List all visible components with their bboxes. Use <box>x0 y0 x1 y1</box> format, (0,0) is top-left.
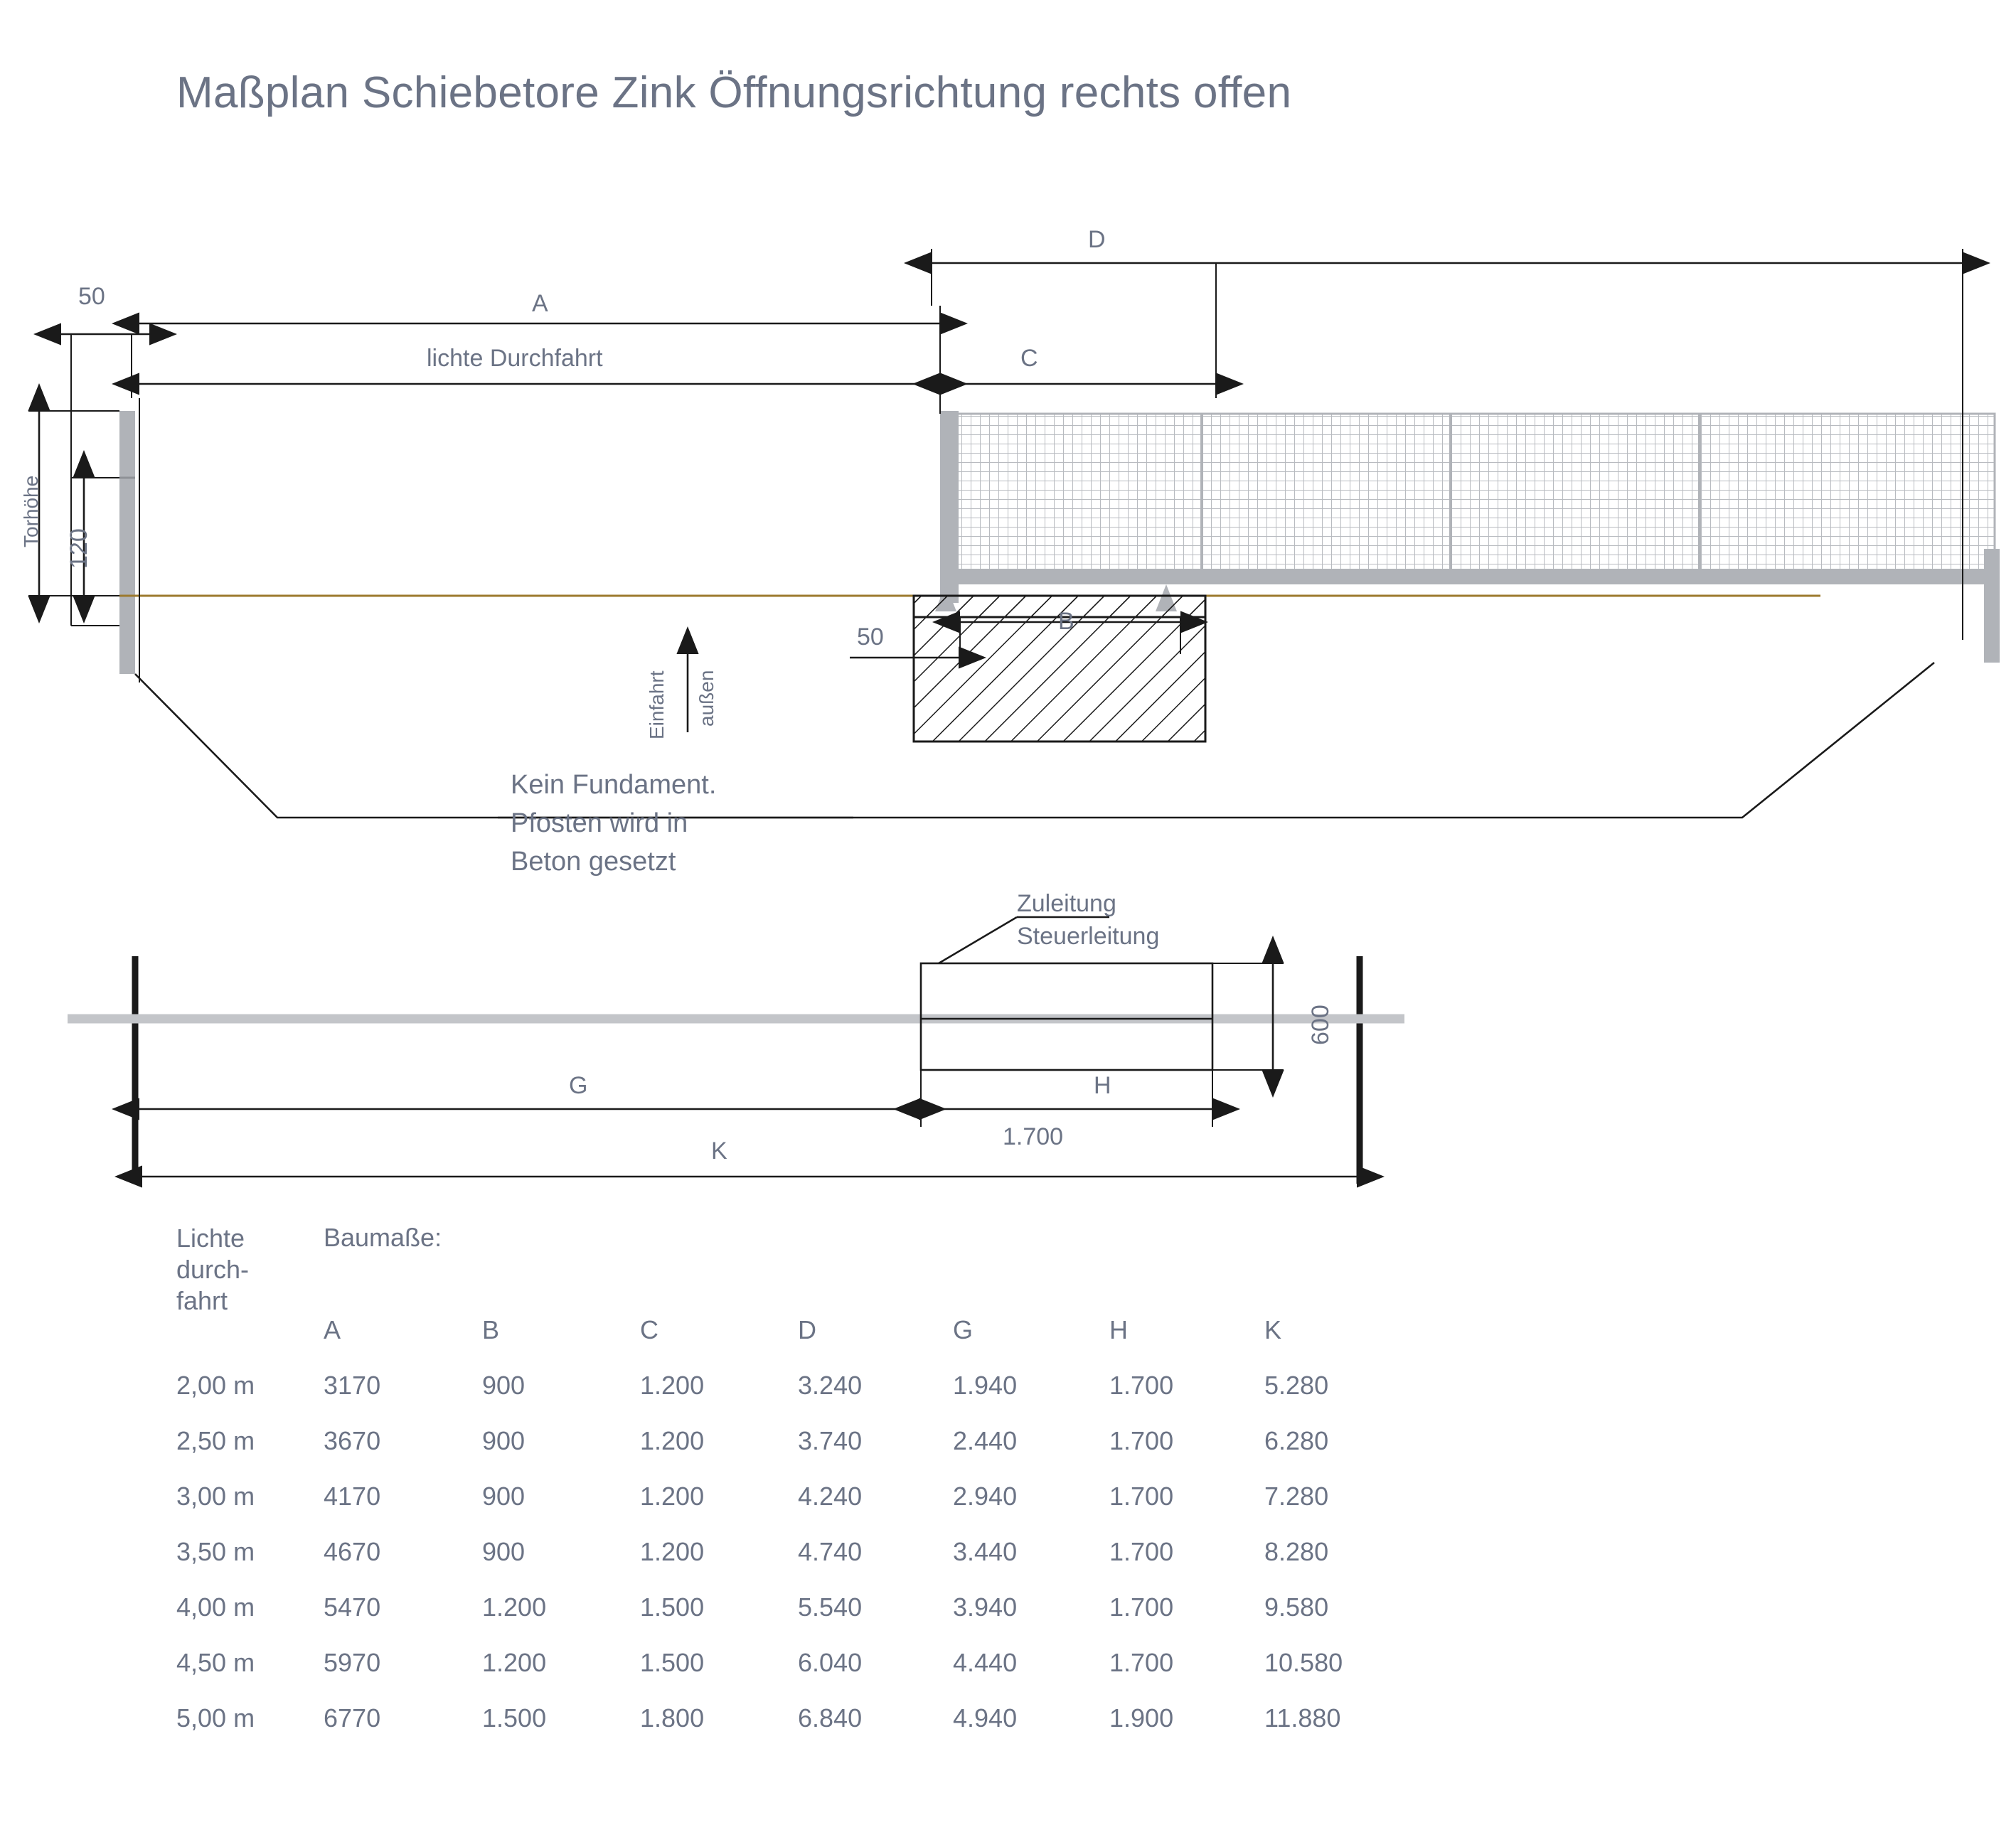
cell-C: 1.200 <box>640 1537 705 1566</box>
cell-H: 1.900 <box>1109 1703 1174 1733</box>
dim-lichte-durchfahrt-label: lichte Durchfahrt <box>427 345 603 372</box>
cell-lichte: 5,00 m <box>176 1703 255 1733</box>
cell-D: 4.240 <box>798 1482 863 1511</box>
cell-lichte: 4,00 m <box>176 1592 255 1622</box>
cell-K: 10.580 <box>1264 1648 1343 1677</box>
foundation-note-line3: Beton gesetzt <box>511 847 676 877</box>
table-col-H: H <box>1109 1315 1128 1344</box>
table-col-C: C <box>640 1315 658 1344</box>
torhoehe-label: Torhöhe <box>20 475 42 547</box>
cell-C: 1.200 <box>640 1426 705 1455</box>
cell-K: 6.280 <box>1264 1426 1329 1455</box>
dim-A-label: A <box>532 290 548 317</box>
table-header-baumasse: Baumaße: <box>324 1223 442 1252</box>
cell-H: 1.700 <box>1109 1482 1174 1511</box>
dim-H-label: H <box>1094 1072 1111 1099</box>
cell-G: 4.440 <box>953 1648 1018 1677</box>
cell-A: 5470 <box>324 1592 381 1622</box>
cell-H: 1.700 <box>1109 1648 1174 1677</box>
cell-C: 1.500 <box>640 1648 705 1677</box>
dim-D-label: D <box>1088 226 1106 253</box>
cell-G: 1.940 <box>953 1371 1018 1400</box>
cell-D: 5.540 <box>798 1592 863 1622</box>
aussen-label: außen <box>695 670 718 727</box>
dim-C-label: C <box>1020 345 1038 372</box>
cell-A: 5970 <box>324 1648 381 1677</box>
cell-lichte: 4,50 m <box>176 1648 255 1677</box>
table-header-lichte-line2: durch- <box>176 1254 250 1284</box>
cell-G: 3.940 <box>953 1592 1018 1622</box>
dim-50-left-label: 50 <box>78 283 105 310</box>
dim-600-label: 600 <box>1307 1005 1334 1045</box>
cell-lichte: 3,50 m <box>176 1537 255 1566</box>
dim-120-label: 120 <box>65 528 92 569</box>
cell-lichte: 3,00 m <box>176 1482 255 1511</box>
cell-C: 1.800 <box>640 1703 705 1733</box>
dim-H-value-label: 1.700 <box>1003 1123 1064 1150</box>
table-header-lichte-line3: fahrt <box>176 1285 228 1315</box>
cell-H: 1.700 <box>1109 1426 1174 1455</box>
table-header-lichte <box>176 1223 249 1317</box>
table-row <box>176 1371 255 1401</box>
cell-C: 1.500 <box>640 1592 705 1622</box>
zuleitung-label: Zuleitung <box>1017 890 1116 917</box>
cell-K: 9.580 <box>1264 1592 1329 1622</box>
cell-D: 3.240 <box>798 1371 863 1400</box>
dim-G-label: G <box>569 1072 588 1099</box>
table-row <box>176 1648 255 1678</box>
table-row <box>176 1482 255 1511</box>
cell-B: 1.200 <box>482 1592 547 1622</box>
cell-H: 1.700 <box>1109 1371 1174 1400</box>
cell-D: 3.740 <box>798 1426 863 1455</box>
table-header-lichte-line1: Lichte <box>176 1224 245 1253</box>
page-title: Maßplan Schiebetore Zink Öffnungsrichtung rechts offen <box>176 68 1292 117</box>
table-row <box>176 1537 255 1567</box>
cell-lichte: 2,00 m <box>176 1371 255 1400</box>
dim-50-foundation-label: 50 <box>857 623 884 651</box>
foundation-note-line1: Kein Fundament. <box>511 770 717 800</box>
cell-H: 1.700 <box>1109 1592 1174 1622</box>
cell-G: 4.940 <box>953 1703 1018 1733</box>
cell-B: 1.500 <box>482 1703 547 1733</box>
cell-B: 900 <box>482 1537 526 1566</box>
table-col-G: G <box>953 1315 974 1344</box>
cell-K: 5.280 <box>1264 1371 1329 1400</box>
table-col-B: B <box>482 1315 500 1344</box>
cell-D: 6.840 <box>798 1703 863 1733</box>
cell-H: 1.700 <box>1109 1537 1174 1566</box>
cell-C: 1.200 <box>640 1371 705 1400</box>
table-row <box>176 1703 255 1733</box>
cell-A: 4170 <box>324 1482 381 1511</box>
table-col-K: K <box>1264 1315 1282 1344</box>
cell-B: 900 <box>482 1482 526 1511</box>
cell-D: 6.040 <box>798 1648 863 1677</box>
foundation-note-line2: Pfosten wird in <box>511 808 688 838</box>
cell-D: 4.740 <box>798 1537 863 1566</box>
cell-A: 6770 <box>324 1703 381 1733</box>
table-row <box>176 1426 255 1456</box>
einfahrt-label: Einfahrt <box>646 670 668 739</box>
cell-B: 900 <box>482 1426 526 1455</box>
cell-G: 2.440 <box>953 1426 1018 1455</box>
cell-C: 1.200 <box>640 1482 705 1511</box>
cell-B: 900 <box>482 1371 526 1400</box>
cell-B: 1.200 <box>482 1648 547 1677</box>
table-col-A: A <box>324 1315 341 1344</box>
cell-K: 7.280 <box>1264 1482 1329 1511</box>
cell-lichte: 2,50 m <box>176 1426 255 1455</box>
dim-B-label: B <box>1058 608 1074 635</box>
cell-G: 2.940 <box>953 1482 1018 1511</box>
table-row <box>176 1592 255 1622</box>
cell-K: 11.880 <box>1264 1703 1341 1733</box>
cell-G: 3.440 <box>953 1537 1018 1566</box>
cell-K: 8.280 <box>1264 1537 1329 1566</box>
steuerleitung-label: Steuerleitung <box>1017 923 1160 950</box>
cell-A: 3170 <box>324 1371 381 1400</box>
cell-A: 4670 <box>324 1537 381 1566</box>
dim-K-label: K <box>711 1137 727 1165</box>
table-col-D: D <box>798 1315 816 1344</box>
cell-A: 3670 <box>324 1426 381 1455</box>
